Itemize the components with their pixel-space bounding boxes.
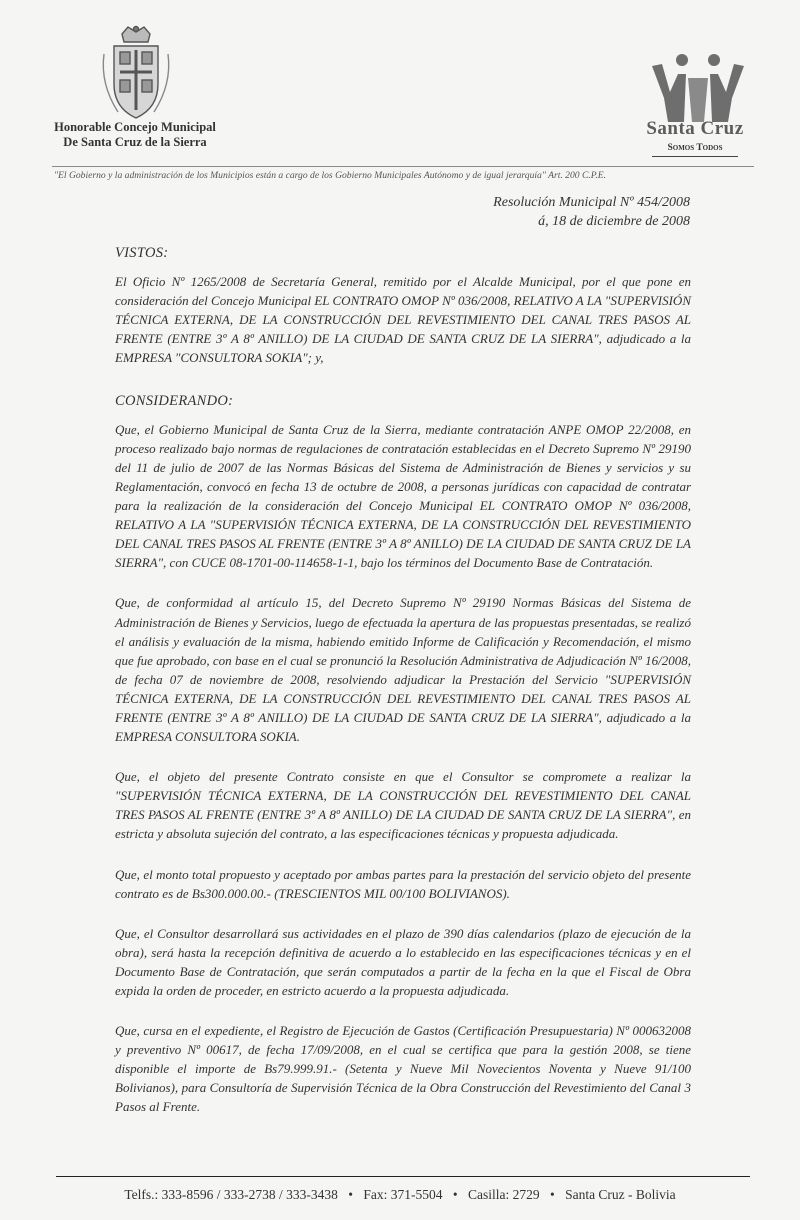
council-line-2: De Santa Cruz de la Sierra xyxy=(63,135,207,149)
considerando-paragraph-5: Que, el Consultor desarrollará sus actividades en el plazo de 390 días calendarios (plazo de ejecución de la obra), será hasta la recepción definitiva de acuerdo a lo establecido en las especificaciones técnicas y en el Documento Base de Contratación, que serán computados a partir de la fecha en la que el Fiscal de Obra expida la orden de proceder, en estricto acuerdo a la propuesta adjudicada. xyxy=(115,925,691,998)
resolution-date: á, 18 de diciembre de 2008 xyxy=(538,214,690,229)
vistos-paragraph: El Oficio Nº 1265/2008 de Secretaría General, remitido por el Alcalde Municipal, por el que pone en consideración del Concejo Municipal EL CONTRATO OMOP Nº 036/2008, RELATIVO A LA "SUPERVISIÓN TÉCNICA EXTERNA, DE LA CONSTRUCCIÓN DEL REVESTIMIENTO DEL CANAL TRES PASOS AL FRENTE (ENTRE 3º A 8º ANILLO) DE LA CIUDAD DE SANTA CRUZ DE LA SIERRA", adjudicado a la EMPRESA "CONSULTORA SOKIA"; y, xyxy=(115,274,691,366)
footer-fax: Fax: 371-5504 xyxy=(363,1187,443,1202)
council-name xyxy=(30,120,240,150)
footer-casilla: Casilla: 2729 xyxy=(467,1187,540,1202)
document-body xyxy=(115,244,691,1138)
council-line-1: Honorable Concejo Municipal xyxy=(54,120,216,134)
brand-slogan: Somos Todos xyxy=(667,143,723,153)
footer-separator: • xyxy=(348,1187,353,1202)
footer-city: Santa Cruz - Bolivia xyxy=(565,1187,676,1202)
contact-footer xyxy=(0,1187,800,1203)
resolution-title: Resolución Municipal Nº 454/2008 xyxy=(493,195,690,210)
santa-cruz-brand xyxy=(640,52,750,164)
considerando-paragraph-4: Que, el monto total propuesto y aceptado por ambas partes para la prestación del servicio objeto del presente contrato es de Bs300.000.00.- (TRESCIENTOS MIL 00/100 BOLIVIANOS). xyxy=(115,866,691,901)
footer-separator: • xyxy=(452,1187,458,1202)
header-divider xyxy=(52,166,754,167)
brand-name: Santa Cruz xyxy=(646,118,744,139)
considerando-heading: CONSIDERANDO: xyxy=(115,392,234,409)
considerando-paragraph-1: Que, el Gobierno Municipal de Santa Cruz de la Sierra, mediante contratación ANPE OMOP 22/2008, en proceso realizado bajo normas de regulaciones de contratación establecidas en el Decreto Supremo Nº 29190 del 11 de julio de 2007 de las Normas Básicas del Sistema de Administración de Bienes y servicios y su Reglamentación, convocó en fecha 13 de octubre de 2008, a personas jurídicas con capacidad de contratar para la realización de la consideración del Concejo Municipal EL CONTRATO OMOP Nº 036/2008, RELATIVO A LA "SUPERVISIÓN TÉCNICA EXTERNA, DE LA CONSTRUCCIÓN DEL REVESTIMIENTO DEL CANAL TRES PASOS AL FRENTE (ENTRE 3º A 8º ANILLO) DE LA CIUDAD DE SANTA CRUZ DE LA SIERRA", con CUCE 08-1701-00-114658-1-1, bajo los términos del Documento Base de Contratación. xyxy=(115,421,691,571)
brand-underline xyxy=(652,156,738,157)
considerando-paragraph-3: Que, el objeto del presente Contrato consiste en que el Consultor se compromete a realizar la "SUPERVISIÓN TÉCNICA EXTERNA, DE LA CONSTRUCCIÓN DEL REVESTIMIENTO DEL CANAL TRES PASOS AL FRENTE (ENTRE 3º A 8º ANILLO) DE LA CIUDAD DE SANTA CRUZ DE LA SIERRA", en estricta y absoluta sujeción del contrato, a las especificaciones técnicas y propuesta adjudicada. xyxy=(115,769,691,842)
vistos-heading: VISTOS: xyxy=(115,245,169,261)
constitution-motto: "El Gobierno y la administración de los Municipios están a cargo de los Gobierno Municipales Autónomo y de igual jerarquía" Art. 200 C.P.E. xyxy=(54,170,607,181)
people-logo-icon xyxy=(648,52,748,124)
footer-divider xyxy=(56,1176,750,1177)
considerando-paragraph-6: Que, cursa en el expediente, el Registro de Ejecución de Gastos (Certificación Presupuestaria) Nº 000632008 y preventivo Nº 00617, de fecha 17/09/2008, en el cual se certifica que para la gestión 2008, se tiene disponible el importe de Bs79.999.91.- (Setenta y Nueve Mil Novecientos Noventa y Nueve 91/100 Bolivianos), para Consultoría de Supervisión Técnica de la Obra Construcción del Revestimiento del Canal 3 Pasos al Frente. xyxy=(115,1023,691,1115)
footer-phones: Telfs.: 333-8596 / 333-2738 / 333-3438 xyxy=(124,1187,338,1202)
considerando-paragraph-2: Que, de conformidad al artículo 15, del Decreto Supremo Nº 29190 Normas Básicas del Sistema de Administración de Bienes y Servicios, luego de efectuada la apertura de las propuestas presentadas, se realizó el análisis y evaluación de la misma, habiendo emitido Informe de Calificación y Recomendación, el mismo que fue aprobado, con base en el cual se pronunció la Resolución Administrativa de Adjudicación Nº 16/2008, de fecha 07 de noviembre de 2008, resolviendo adjudicar la Prestación del Servicio "SUPERVISIÓN TÉCNICA EXTERNA, DE LA CONSTRUCCIÓN DEL REVESTIMIENTO DEL CANAL TRES PASOS AL FRENTE (ENTRE 3º A 8º ANILLO) DE LA CIUDAD DE SANTA CRUZ DE LA SIERRA", adjudicado a la EMPRESA CONSULTORA SOKIA. xyxy=(115,595,691,745)
coat-of-arms-icon xyxy=(98,24,174,124)
footer-separator: • xyxy=(549,1187,555,1202)
resolution-header xyxy=(493,193,690,231)
